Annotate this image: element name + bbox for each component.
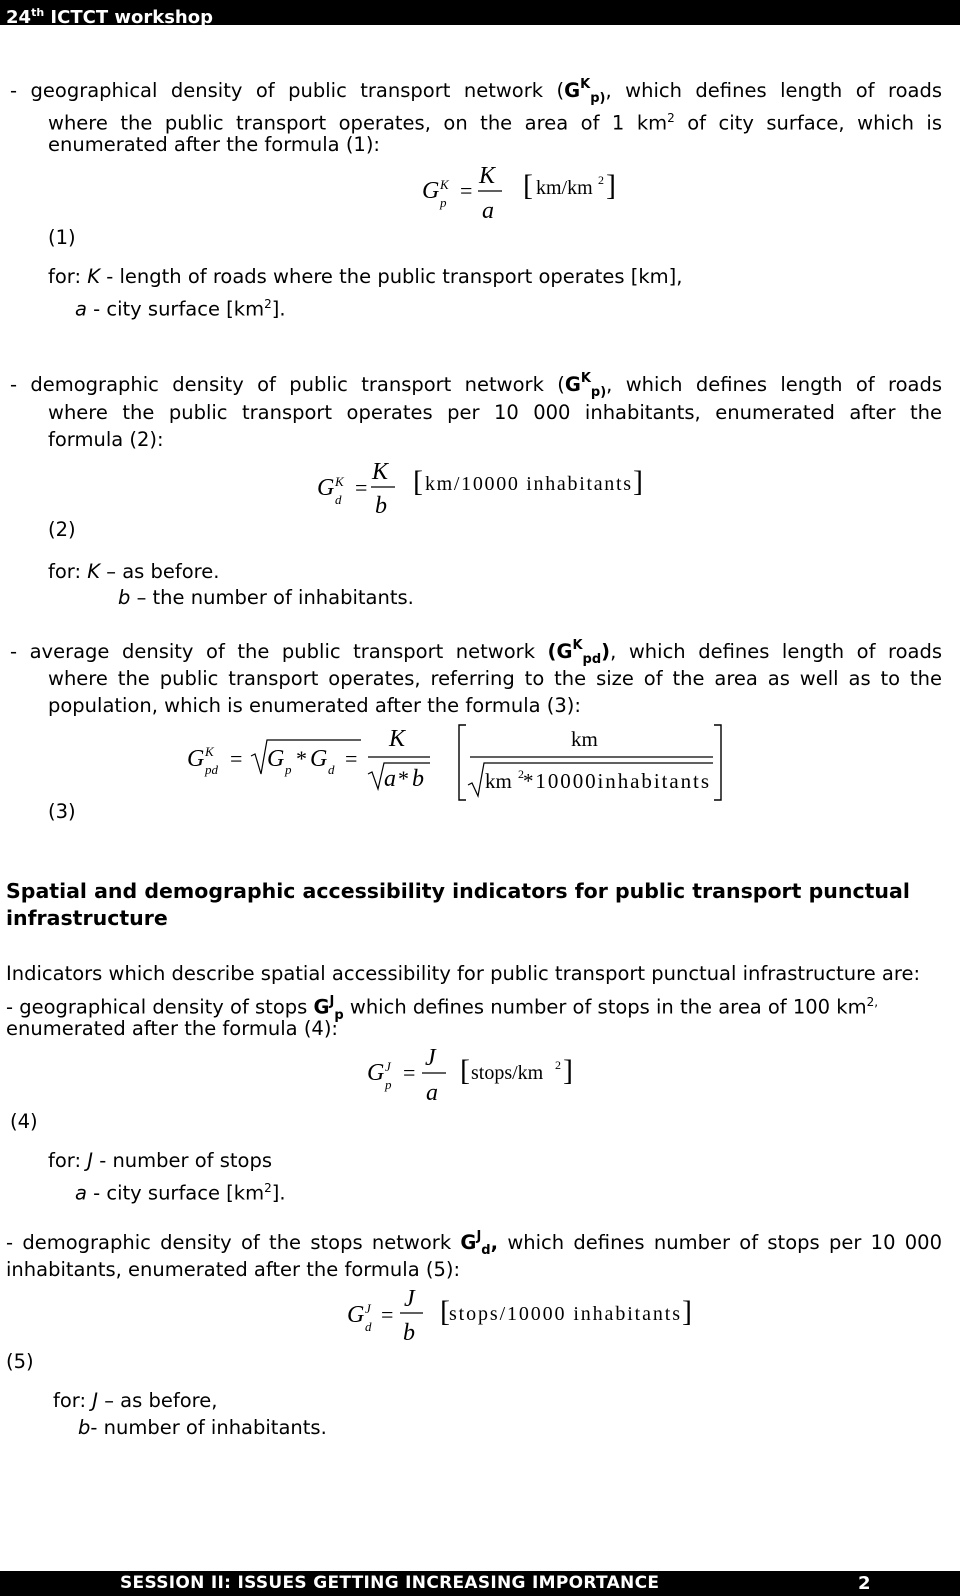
f2-G: G [317,475,335,501]
f3-sub2: d [328,762,335,777]
p2-symbol-sub: p) [590,385,607,400]
p1-eq-number: (1) [48,226,76,249]
formula-5 [345,1282,725,1352]
p1-for1-a: for: [48,265,88,288]
p3-text-a: - average density of the public transport network [10,640,548,663]
f3-G2: G [310,746,328,772]
f3-den-star: * [398,766,409,791]
p1-for2-sym: a [75,297,87,321]
p2-text-b: , which defines length of roads [606,373,942,396]
p1-for2-c: ]. [271,297,286,321]
f4-sup: J [385,1059,391,1074]
p1-line1 [10,79,942,106]
f2-bracket-open: [ [413,465,423,498]
p3-line3: population, which is enumerated after the formula (3): [48,694,581,717]
f3-sub1: p [285,762,292,777]
p3-line1 [10,640,942,667]
p5-symbol-sup: J [476,1229,482,1244]
p2-symbol-sup: K [580,371,591,386]
p3-symbol-sup: K [572,638,583,653]
p1-symbol: G [564,79,581,102]
p4-for1 [48,1149,272,1173]
p2-for1-sym: K [87,560,101,583]
f5-unit: stops/10000 inhabitants [449,1303,680,1325]
f3-unit-den-sup: 2 [518,767,524,781]
p5-for1 [53,1389,217,1413]
f2-sup: K [335,474,344,489]
f1-G: G [422,178,440,204]
p4-for2-c: ]. [271,1181,286,1205]
p4-km-sup: 2, [866,995,879,1009]
p5-symbol: G [460,1231,477,1254]
p2-for2-sym: b [118,586,131,609]
f2-num: K [372,459,389,485]
f5-sup: J [365,1301,371,1316]
p4-text-b: which defines number of stops in the area of 100 km [343,995,867,1019]
f3-unit-num: km [571,727,598,751]
p1-line3: enumerated after the formula (1): [48,133,381,156]
p2-line1 [10,373,942,400]
f2-sub: d [335,492,342,507]
f4-sub: p [385,1077,392,1092]
f4-bracket-close: ] [563,1054,573,1087]
p4-for2-sym: a [75,1181,87,1205]
p1-text-a: - geographical density of public transport network ( [10,79,565,102]
p4-for1-a: for: [48,1149,88,1172]
f3-eq: = [230,746,243,771]
p5-for1-b: – as before, [98,1389,218,1412]
f5-bracket-open: [ [440,1295,450,1328]
formula-4 [365,1040,605,1110]
p5-line1 [6,1231,942,1258]
p5-for1-sym: J [92,1389,99,1412]
p5-for1-a: for: [53,1389,93,1412]
header-title: ICTCT workshop [44,7,213,28]
p5-text-b: which defines number of stops per 10 000 [498,1231,942,1254]
p3-text-b: , which defines length of roads [610,640,942,663]
p3-symbol-close: ) [601,640,611,663]
p2-for2 [118,586,414,610]
f3-star: * [296,746,307,771]
p4-text-a: - geographical density of stops [6,995,314,1019]
p5-for2-sym: b [78,1416,91,1439]
f3-sup: K [205,744,214,759]
p4-symbol-sup: J [329,993,335,1009]
f1-unit: km/km [536,177,593,199]
f3-unit-den-b: *10000inhabitants [523,769,709,793]
p1-line2-sup: 2 [667,111,675,125]
p4-for2-sup: 2 [264,1181,272,1195]
p3-symbol: (G [547,640,573,663]
f5-bracket-close: ] [682,1295,692,1328]
header-number: 24 [6,7,32,28]
p4-for1-b: - number of stops [93,1149,273,1172]
f3-eq2: = [345,746,358,771]
f2-bracket-close: ] [633,465,643,498]
f4-G: G [367,1060,385,1086]
p1-for1-b: - length of roads where the public transport operates [km], [100,265,683,288]
p1-symbol-sub: p) [590,91,606,106]
f5-eq: = [381,1302,394,1327]
f3-G1: G [267,746,285,772]
p1-for1-sym: K [87,265,101,288]
f3-G: G [187,746,205,772]
p4-line2: enumerated after the formula (4): [6,1017,339,1040]
f4-unit-sup: 2 [555,1058,561,1072]
f1-eq: = [460,178,473,203]
p2-eq-number: (2) [48,518,76,541]
p2-line3: formula (2): [48,428,164,451]
f5-num: J [404,1286,415,1312]
p4-for2-b: - city surface [km [86,1181,265,1205]
p3-eq-number: (3) [48,800,76,823]
f5-sub: d [365,1319,372,1334]
p2-line2: where the public transport operates per 10 000 inhabitants, enumerated after the [48,401,942,424]
header-ordinal: th [31,6,45,19]
f3-unit-den-a: km [485,769,512,793]
f1-num: K [479,163,496,189]
p2-for1-b: – as before. [100,560,220,583]
f1-sub: p [440,195,447,210]
p5-for2-b: - number of inhabitants. [90,1416,327,1439]
f3-bracket-close [714,725,721,800]
f5-den: b [403,1320,415,1346]
p4-for1-sym: J [87,1149,94,1172]
section-heading-line2: infrastructure [6,906,168,930]
p1-for2 [75,292,286,322]
p5-line2: inhabitants, enumerated after the formula (5): [6,1258,461,1281]
p4-line0: Indicators which describe spatial accessibility for public transport punctual infrastructure are: [6,962,921,985]
p4-symbol: G [313,995,330,1019]
p5-symbol-comma: , [490,1231,499,1254]
p1-line2 [48,106,942,136]
p1-symbol-sup: K [580,77,591,92]
p2-for2-b: – the number of inhabitants. [130,586,414,609]
f1-bracket-open: [ [523,169,533,202]
f1-sup: K [440,177,449,192]
p3-symbol-sub: pd [582,652,602,667]
p4-eq-number: (4) [10,1110,38,1133]
f4-num: J [425,1045,436,1071]
p5-text-a: - demographic density of the stops network [6,1231,461,1254]
p1-line2-text: where the public transport operates, on the area of 1 km [48,111,668,135]
page-number: 2 [858,1573,871,1594]
f4-bracket-open: [ [460,1054,470,1087]
f4-unit: stops/km [471,1062,544,1084]
p4-symbol-sub: p [334,1007,344,1023]
f2-eq: = [355,475,368,500]
p5-symbol-sub: d [481,1243,491,1258]
p2-text-a: - demographic density of public transport network ( [10,373,565,396]
page-footer [0,1571,960,1596]
f4-den: a [426,1080,438,1106]
formula-3 [185,722,745,812]
p2-for1-a: for: [48,560,88,583]
p1-for2-sup: 2 [264,297,272,311]
p4-for2 [75,1176,286,1206]
p1-for2-b: - city surface [km [86,297,265,321]
section-heading-line1: Spatial and demographic accessibility indicators for public transport punctual [6,879,910,903]
f2-unit: km/10000 inhabitants [425,473,631,495]
p2-for1 [48,560,219,584]
f5-G: G [347,1302,365,1328]
p1-text-b: , which defines length of roads [605,79,942,102]
f3-den-a: a [384,766,396,792]
f1-bracket-close: ] [606,169,616,202]
formula-1 [420,158,660,228]
footer-session: SESSION II: ISSUES GETTING INCREASING IMPORTANCE [120,1573,660,1593]
f3-den-b: b [412,766,424,792]
p2-symbol: G [564,373,581,396]
f3-sub: pd [205,762,218,777]
p5-for2 [78,1416,327,1440]
f1-unit-sup: 2 [598,173,604,187]
f4-eq: = [403,1060,416,1085]
p5-eq-number: (5) [6,1350,34,1373]
p1-for1 [48,265,682,289]
f2-den: b [375,493,387,519]
f3-bracket-open [459,725,466,800]
f1-den: a [482,198,494,224]
p1-line2-text-b: of city surface, which is [674,111,942,135]
page-header [0,0,960,28]
f3-num: K [389,726,406,752]
formula-2 [315,455,675,525]
p3-line2: where the public transport operates, referring to the size of the area as well as to the [48,667,942,690]
